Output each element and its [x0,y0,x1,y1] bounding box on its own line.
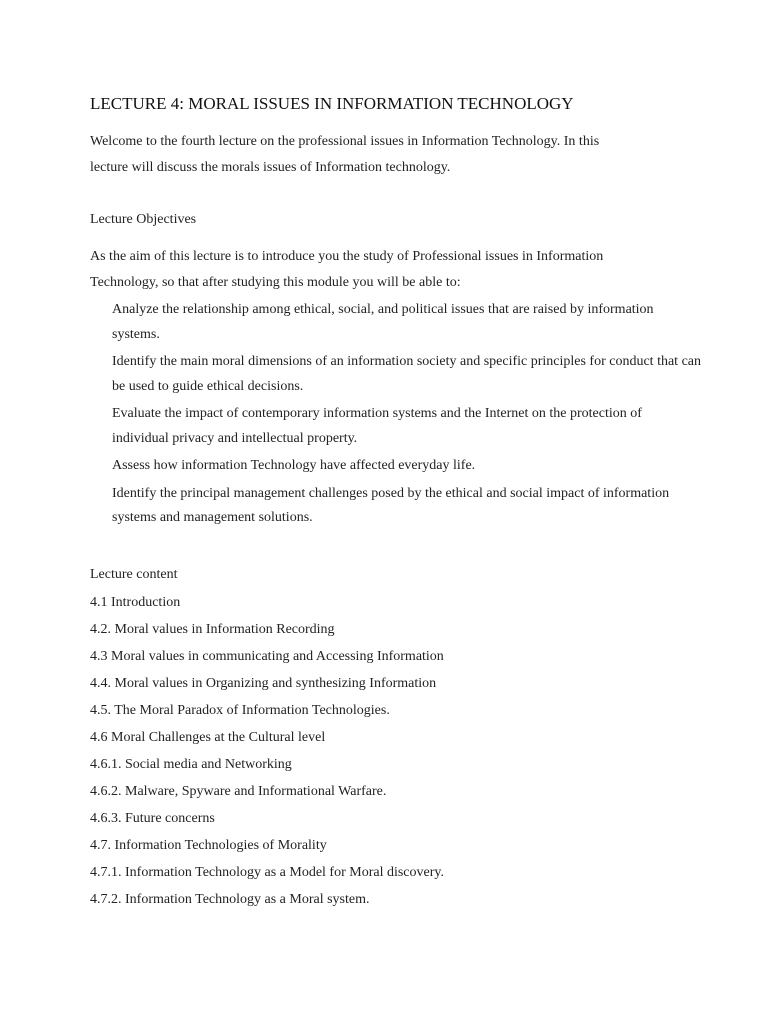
contents-item: 4.6.3. Future concerns [90,811,215,826]
intro-paragraph [90,129,690,181]
contents-item: 4.6.2. Malware, Spyware and Informational Warfare. [90,784,387,799]
objectives-list [112,298,702,534]
contents-list [90,589,444,913]
contents-item: 4.6.1. Social media and Networking [90,757,292,772]
aim-line: Technology, so that after studying this module you will be able to: [90,275,461,290]
objective-item: Analyze the relationship among ethical, social, and political issues that are raised by information systems. [112,302,654,342]
objectives-heading: Lecture Objectives [90,212,197,227]
contents-item: 4.3 Moral values in communicating and Accessing Information [90,649,444,664]
intro-line: lecture will discuss the morals issues of Information technology. [90,160,451,175]
contents-item: 4.2. Moral values in Information Recording [90,622,335,637]
contents-item: 4.7.2. Information Technology as a Moral system. [90,892,370,907]
objective-item: Identify the principal management challenges posed by the ethical and social impact of information systems and management solutions. [112,485,670,525]
objective-item: Identify the main moral dimensions of an information society and specific principles for conduct that can be used to guide ethical decisions. [112,354,701,394]
aim-paragraph [90,244,690,296]
intro-line: Welcome to the fourth lecture on the professional issues in Information Technology. In this [90,134,600,149]
contents-item: 4.6 Moral Challenges at the Cultural level [90,730,326,745]
content-heading: Lecture content [90,567,178,582]
contents-item: 4.7. Information Technologies of Morality [90,838,327,853]
contents-item: 4.5. The Moral Paradox of Information Technologies. [90,703,390,718]
contents-item: 4.1 Introduction [90,595,181,610]
objective-item: Evaluate the impact of contemporary information systems and the Internet on the protection of individual privacy and intellectual property. [112,406,642,446]
page-title: LECTURE 4: MORAL ISSUES IN INFORMATION TECHNOLOGY [90,94,574,113]
aim-line: As the aim of this lecture is to introduce you the study of Professional issues in Information [90,249,604,264]
objective-item: Assess how information Technology have affected everyday life. [112,458,476,473]
contents-item: 4.4. Moral values in Organizing and synthesizing Information [90,676,437,691]
contents-item: 4.7.1. Information Technology as a Model for Moral discovery. [90,865,444,880]
